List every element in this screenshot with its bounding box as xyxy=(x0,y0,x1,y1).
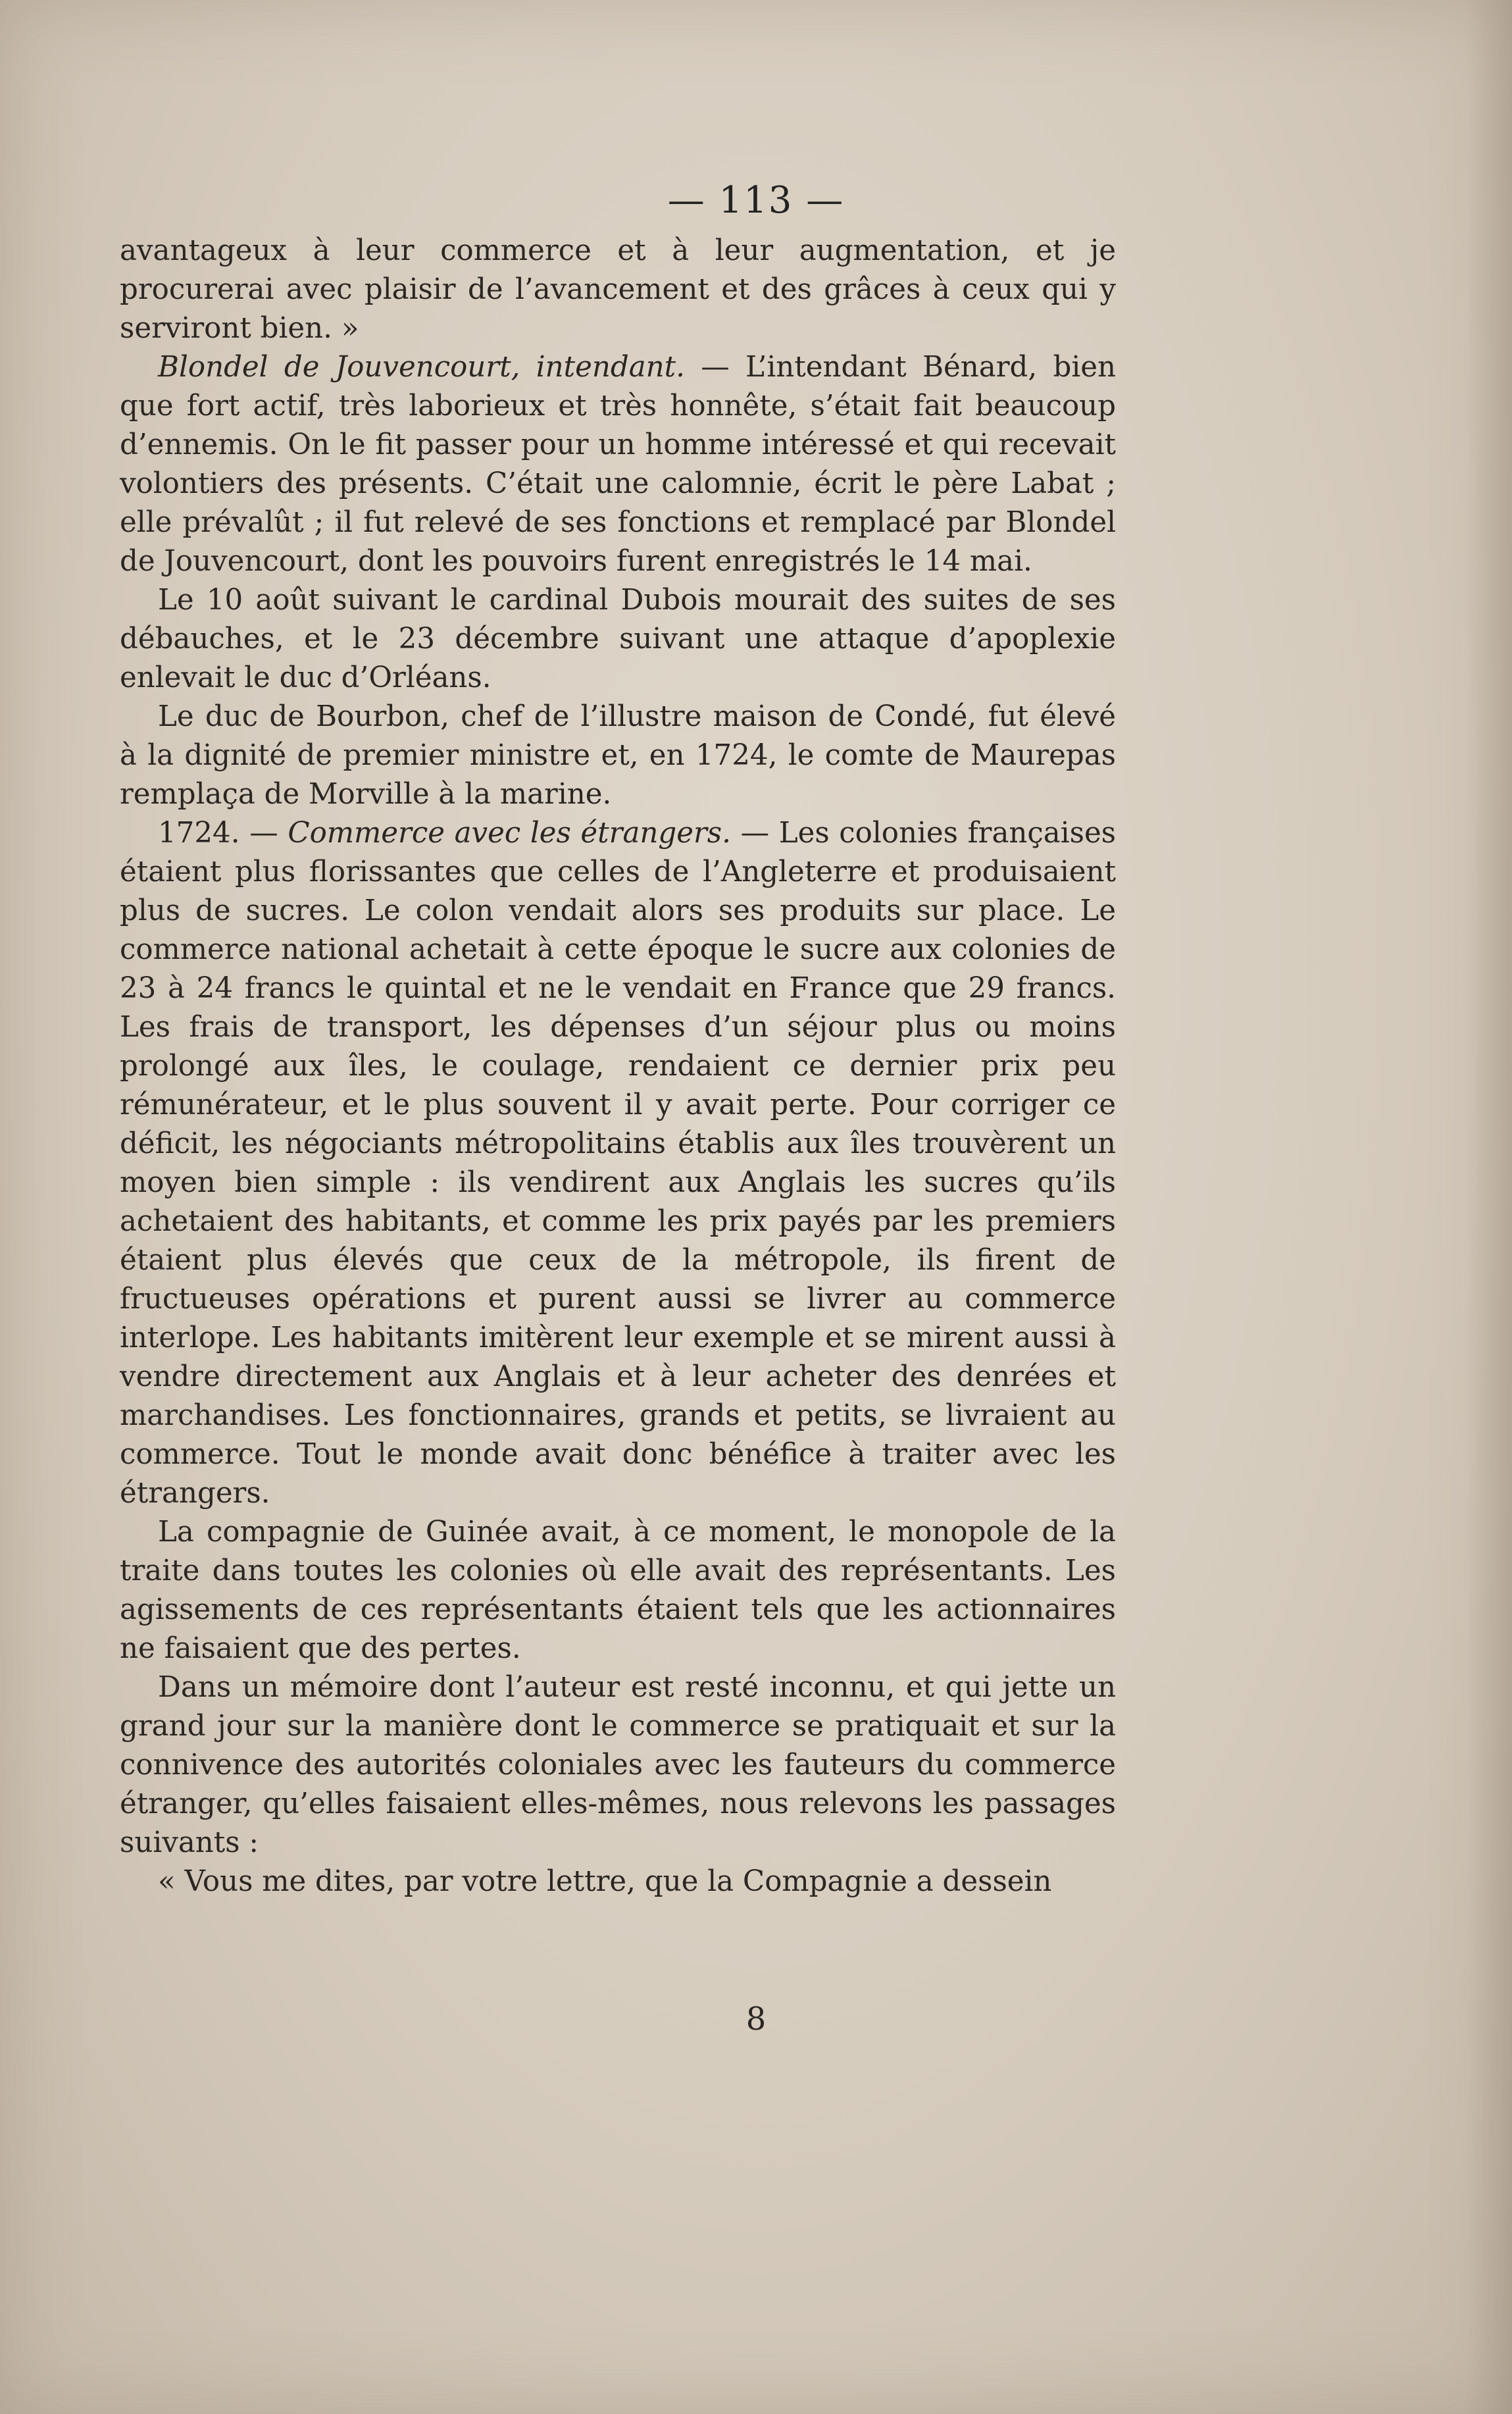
body-text xyxy=(120,232,1116,1901)
signature-mark: 8 xyxy=(745,2001,767,2038)
paragraph-dubois: Le 10 août suivant le cardinal Dubois mourait des suites de ses débauches, et le 23 décembre suivant une attaque d’apoplexie enlevait le duc d’Orléans. xyxy=(120,584,1116,694)
page-number-header: — 113 — xyxy=(667,179,845,222)
paragraph-memoire: Dans un mémoire dont l’auteur est resté inconnu, et qui jette un grand jour sur la manière dont le commerce se pratiquait et sur la connivence des autorités coloniales avec les fauteurs du commerce étranger, qu’elles faisaient elles-mêmes, nous relevons les passages suivants : xyxy=(120,1671,1116,1859)
section-year: 1724. xyxy=(158,817,240,850)
section-heading: Blondel de Jouvencourt, intendant. xyxy=(158,351,685,384)
paragraph-commerce: 1724. — Commerce avec les étrangers. — Les colonies françaises étaient plus florissantes que celles de l’Angleterre et produisaient plus de sucres. Le colon vendait alors ses produits sur place. Le commerce national achetait à cette époque le sucre aux colonies de 23 à 24 francs le quintal et ne le vendait en France que 29 francs. Les frais de transport, les dépenses d’un séjour plus ou moins prolongé aux îles, le coulage, rendaient ce dernier prix peu rémunérateur, et le plus souvent il y avait perte. Pour corriger ce déficit, les négociants métropolitains établis aux îles trouvèrent un moyen bien simple : ils vendirent aux Anglais les sucres qu’ils achetaient des habitants, et comme les prix payés par les premiers étaient plus élevés que ceux de la métropole, ils firent de fructueuses opérations et purent aussi se livrer au commerce interlope. Les habitants imitèrent leur exemple et se mirent aussi à vendre directement aux Anglais et à leur acheter des denrées et marchandises. Les fonctionnaires, grands et petits, se livraient au commerce. Tout le monde avait donc bénéfice à traiter avec les étrangers. xyxy=(120,817,1117,1510)
paragraph-guinee: La compagnie de Guinée avait, à ce moment, le monopole de la traite dans toutes les colonies où elle avait des représentants. Les agissements de ces représentants étaient tels que les actionnaires ne faisaient que des pertes. xyxy=(120,1516,1116,1665)
paragraph-continuation: avantageux à leur commerce et à leur augmentation, et je procurerai avec plaisir de l’avancement et des grâces à ceux qui y serviront bien. » xyxy=(120,234,1116,345)
paragraph-jouvencourt: Blondel de Jouvencourt, intendant. — L’intendant Bénard, bien que fort actif, très laborieux et très honnête, s’était fait beaucoup d’ennemis. On le fit passer pour un homme intéressé et qui recevait volontiers des présents. C’était une calomnie, écrit le père Labat ; elle prévalût ; il fut relevé de ses fonctions et remplacé par Blondel de Jouvencourt, dont les pouvoirs furent enregistrés le 14 mai. xyxy=(120,351,1117,578)
paragraph-quote-start: « Vous me dites, par votre lettre, que la Compagnie a dessein xyxy=(158,1865,1052,1898)
page-edge-shadow xyxy=(1466,0,1512,2414)
paragraph-bourbon: Le duc de Bourbon, chef de l’illustre maison de Condé, fut élevé à la dignité de premier ministre et, en 1724, le comte de Maurepas remplaça de Morville à la marine. xyxy=(120,700,1116,811)
section-heading: Commerce avec les étrangers. xyxy=(288,817,731,850)
